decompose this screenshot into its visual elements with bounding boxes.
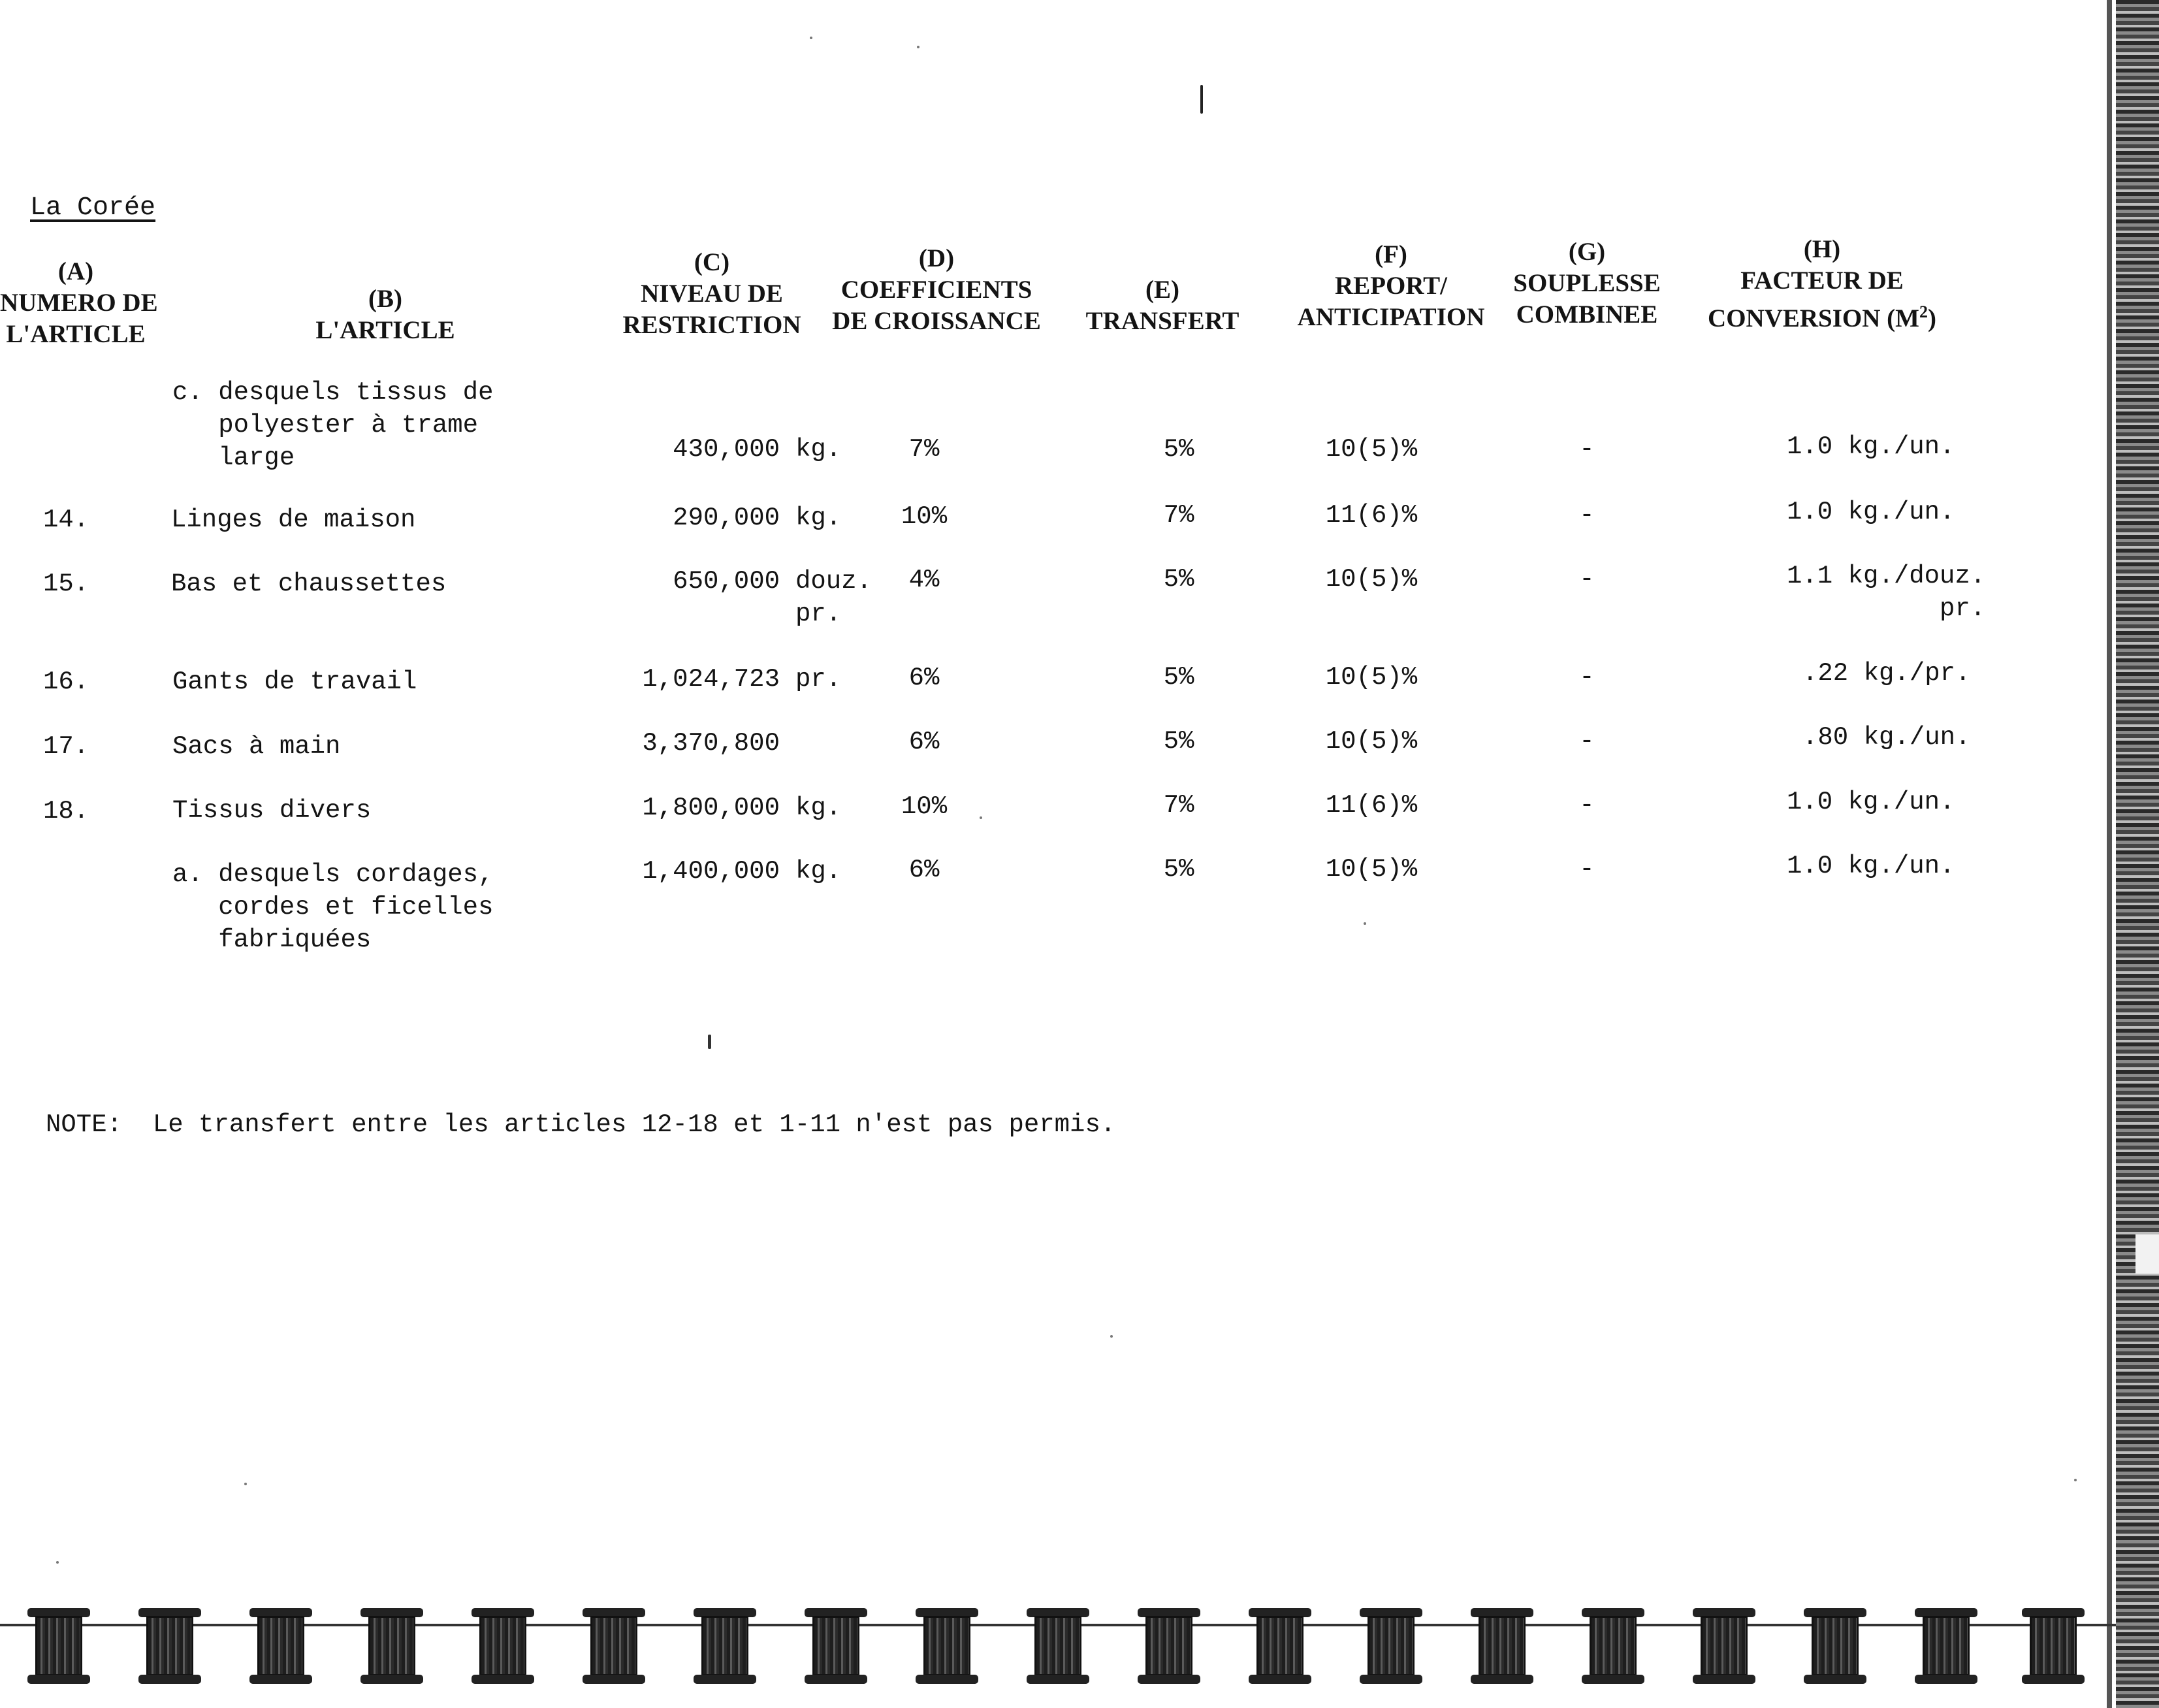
row-4-flexibility: - [1579, 727, 1595, 756]
row-4-article: Sacs à main [172, 732, 341, 761]
header-f-line3: ANTICIPATION [1297, 303, 1485, 331]
binding-ring [472, 1608, 534, 1684]
binding-ring [1027, 1608, 1089, 1684]
binding-ring [360, 1608, 423, 1684]
row-2-growth: 4% [908, 566, 940, 594]
row-0-article: c. desquels tissus de polyester à trame large [172, 378, 494, 472]
row-6-growth: 6% [908, 856, 940, 884]
header-h-line3-text: CONVERSION (M [1708, 304, 1919, 332]
row-6-article: a. desquels cordages, cordes et ficelles fabriquées [172, 860, 494, 954]
row-2-restriction-unit: douz. pr. [795, 567, 872, 628]
binding-ring [1471, 1608, 1533, 1684]
row-1-article: Linges de maison [171, 506, 416, 534]
row-5-transfer: 7% [1163, 791, 1194, 820]
row-4-transfer: 5% [1163, 727, 1194, 756]
row-2-article: Bas et chaussettes [171, 570, 447, 598]
header-c-line3: RESTRICTION [622, 311, 801, 339]
binding-ring [1693, 1608, 1755, 1684]
header-b-line1: (B) [368, 285, 402, 313]
row-6-restriction-unit: kg. [795, 857, 842, 886]
binding-ring [805, 1608, 867, 1684]
binding-edge [2116, 0, 2159, 1708]
scan-speck [56, 1561, 59, 1564]
header-c-line1: (C) [694, 248, 730, 276]
binding-ring [916, 1608, 978, 1684]
scan-speck [1364, 922, 1366, 925]
header-g-line1: (G) [1568, 238, 1606, 266]
binding-ring [2022, 1608, 2085, 1684]
header-h-line1: (H) [1803, 235, 1841, 263]
row-3-conversion: .22 kg./pr. [1802, 659, 1971, 688]
row-6-flexibility: - [1579, 855, 1595, 884]
binding-ring [138, 1608, 201, 1684]
row-4-conversion: .80 kg./un. [1802, 723, 1971, 752]
row-1-restriction-unit: kg. [795, 504, 842, 532]
header-e-line1: (E) [1145, 276, 1179, 304]
row-4-restriction-value: 3,370,800 [642, 729, 780, 758]
row-0-carryover: 10(5)% [1325, 435, 1418, 464]
row-4-carryover: 10(5)% [1325, 727, 1418, 756]
row-0-flexibility: - [1579, 435, 1595, 464]
row-3-restriction-unit: pr. [795, 665, 842, 694]
scan-mark [708, 1035, 711, 1049]
header-f-line2: REPORT/ [1335, 272, 1447, 300]
header-h-superscript: 2 [1919, 302, 1928, 321]
binding-ring [1360, 1608, 1422, 1684]
row-3-transfer: 5% [1163, 663, 1194, 692]
header-d-line1: (D) [918, 244, 955, 272]
row-0-conversion: 1.0 kg./un. [1787, 432, 1955, 461]
binding-ring [1804, 1608, 1866, 1684]
binding-ring [1249, 1608, 1311, 1684]
header-a-line1: (A) [57, 257, 94, 285]
header-a-line3: L'ARTICLE [6, 320, 146, 348]
row-0-restriction-unit: kg. [795, 435, 842, 464]
header-f [1280, 239, 1502, 333]
row-1-carryover: 11(6)% [1325, 501, 1418, 530]
row-3-growth: 6% [908, 664, 940, 692]
row-1-conversion: 1.0 kg./un. [1787, 498, 1955, 526]
binding-ring [249, 1608, 312, 1684]
row-5-flexibility: - [1579, 791, 1595, 820]
header-b-line2: L'ARTICLE [315, 316, 455, 344]
row-2-number: 15. [43, 570, 89, 598]
edge-notch [2135, 1234, 2159, 1274]
row-0-transfer: 5% [1163, 435, 1194, 464]
row-2-transfer: 5% [1163, 565, 1194, 594]
header-d-line2: COEFFICIENTS [840, 276, 1032, 304]
scan-speck [244, 1483, 247, 1485]
row-6-transfer: 5% [1163, 855, 1194, 884]
row-5-number: 18. [43, 797, 89, 826]
footnote: NOTE: Le transfert entre les articles 12-18 et 1-11 n'est pas permis. [46, 1110, 1116, 1139]
row-1-growth: 10% [901, 502, 948, 531]
row-3-restriction-value: 1,024,723 [642, 665, 780, 694]
header-c-line2: NIVEAU DE [641, 280, 783, 308]
row-6-restriction-value: 1,400,000 [642, 857, 780, 886]
row-3-number: 16. [43, 668, 89, 696]
row-0-growth: 7% [908, 435, 940, 464]
row-5-restriction-value: 1,800,000 [642, 794, 780, 822]
header-f-line1: (F) [1375, 240, 1407, 268]
header-a [0, 256, 158, 350]
row-6-conversion: 1.0 kg./un. [1787, 852, 1955, 880]
header-a-line2: NUMERO DE [0, 289, 158, 317]
row-1-number: 14. [43, 506, 89, 534]
scan-speck [917, 46, 920, 48]
scan-mark [1200, 85, 1203, 114]
header-e [1078, 274, 1247, 337]
page-edge-line [2107, 0, 2112, 1708]
row-6-carryover: 10(5)% [1325, 855, 1418, 884]
scan-speck [810, 37, 812, 39]
header-g-line2: SOUPLESSE [1513, 269, 1661, 297]
row-5-restriction-unit: kg. [795, 794, 842, 822]
row-3-flexibility: - [1579, 663, 1595, 692]
header-g-line3: COMBINEE [1516, 300, 1658, 329]
header-h-line3 [1691, 297, 1953, 334]
binding-ring [27, 1608, 90, 1684]
header-h-close: ) [1927, 304, 1936, 332]
row-3-article: Gants de travail [172, 668, 417, 696]
binding-ring [1138, 1608, 1200, 1684]
row-2-restriction-value: 650,000 [673, 567, 780, 596]
binding-ring [583, 1608, 645, 1684]
row-1-flexibility: - [1579, 501, 1595, 530]
row-5-carryover: 11(6)% [1325, 791, 1418, 820]
row-4-number: 17. [43, 732, 89, 761]
header-c [614, 247, 810, 341]
header-g [1502, 236, 1672, 330]
row-5-article: Tissus divers [172, 796, 372, 825]
row-2-conversion: 1.1 kg./douz. pr. [1787, 562, 1986, 623]
row-5-conversion: 1.0 kg./un. [1787, 788, 1955, 816]
row-5-growth: 10% [901, 792, 948, 821]
binding-ring [1915, 1608, 1977, 1684]
header-h [1691, 234, 1953, 334]
row-4-growth: 6% [908, 728, 940, 756]
row-2-flexibility: - [1579, 565, 1595, 594]
scan-speck [980, 816, 982, 819]
binding-ring [694, 1608, 756, 1684]
binding-ring [1582, 1608, 1644, 1684]
header-h-line2: FACTEUR DE [1740, 266, 1904, 295]
row-1-restriction-value: 290,000 [673, 504, 780, 532]
scan-speck [1110, 1335, 1113, 1338]
row-1-transfer: 7% [1163, 501, 1194, 530]
row-0-restriction-value: 430,000 [673, 435, 780, 464]
header-b [300, 283, 470, 346]
scan-speck [2074, 1479, 2077, 1481]
row-2-carryover: 10(5)% [1325, 565, 1418, 594]
row-3-carryover: 10(5)% [1325, 663, 1418, 692]
header-d-line3: DE CROISSANCE [832, 307, 1041, 335]
section-title: La Corée [30, 193, 156, 223]
header-d [825, 243, 1048, 337]
header-e-line2: TRANSFERT [1085, 307, 1239, 335]
